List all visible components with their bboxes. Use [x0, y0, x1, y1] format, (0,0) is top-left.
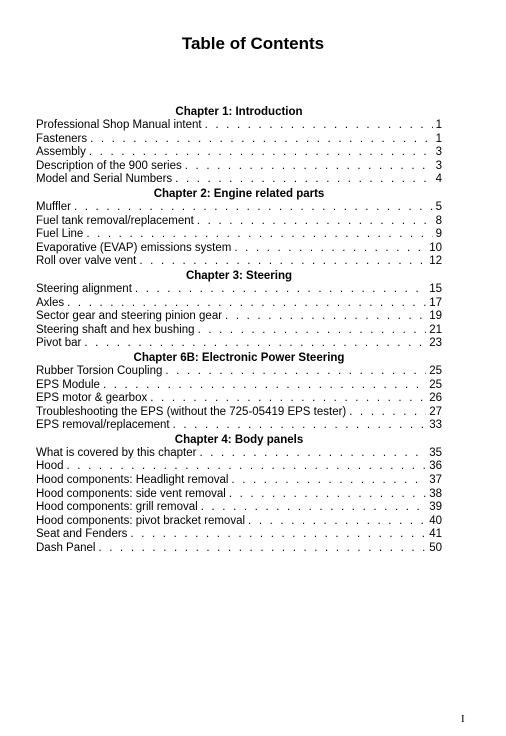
toc-entry-page: 5	[435, 200, 442, 213]
toc-entry[interactable]	[36, 337, 442, 351]
toc-entry-page: 36	[429, 460, 442, 473]
toc-entry-label: Hood components: grill removal	[36, 501, 198, 514]
toc-entry[interactable]	[36, 310, 442, 324]
toc-entry-label: What is covered by this chapter	[36, 446, 197, 459]
dot-leader	[135, 283, 426, 297]
toc-entry-label: Pivot bar	[36, 337, 82, 350]
toc-entry-page: 15	[429, 282, 442, 295]
toc-entry[interactable]	[36, 228, 442, 242]
chapter-heading: Chapter 4: Body panels	[174, 433, 304, 446]
toc-entry-label: Hood components: pivot bracket removal	[36, 514, 246, 527]
dot-leader	[150, 392, 426, 406]
dot-leader	[74, 201, 433, 215]
toc-entry-label: Hood	[36, 460, 64, 473]
toc-entry-page: 21	[429, 323, 442, 336]
toc-entry[interactable]	[36, 255, 442, 269]
toc-entry[interactable]	[36, 242, 442, 256]
toc-entry-page: 17	[429, 296, 442, 309]
toc-entry-label: Steering shaft and hex bushing	[36, 323, 195, 336]
toc-entry[interactable]	[36, 488, 442, 502]
toc-entry-page: 38	[429, 487, 442, 500]
dot-leader	[205, 119, 433, 133]
toc-entry[interactable]	[36, 365, 442, 379]
toc-entry-page: 4	[435, 173, 442, 186]
dot-leader	[130, 528, 426, 542]
toc-entry[interactable]	[36, 419, 442, 433]
dot-leader	[165, 365, 426, 379]
toc-entry-label: Roll over valve vent	[36, 255, 137, 268]
toc-entry-page: 33	[429, 419, 442, 432]
toc-entry[interactable]	[36, 501, 442, 515]
page-number: I	[461, 713, 465, 725]
toc-entry-label: Fasteners	[36, 132, 88, 145]
toc-entry-page: 39	[429, 501, 442, 514]
dot-leader	[201, 501, 426, 515]
toc-entry-label: EPS motor & gearbox	[36, 392, 148, 405]
dot-leader	[139, 255, 426, 269]
dot-leader	[349, 406, 426, 420]
dot-leader	[98, 542, 426, 556]
page-title: Table of Contents	[181, 34, 325, 53]
dot-leader	[86, 228, 432, 242]
dot-leader	[103, 379, 426, 393]
toc-entry-page: 37	[429, 474, 442, 487]
toc-entry-page: 25	[429, 364, 442, 377]
dot-leader	[199, 447, 426, 461]
toc-entry-page: 26	[429, 392, 442, 405]
toc-entry-page: 25	[429, 378, 442, 391]
toc-entry-label: Steering alignment	[36, 282, 132, 295]
toc-entry-page: 40	[429, 514, 442, 527]
toc-entry-label: Description of the 900 series	[36, 159, 182, 172]
toc-entry-label: Troubleshooting the EPS (without the 725-05419 EPS tester)	[36, 405, 347, 418]
toc-entry[interactable]	[36, 460, 442, 474]
toc-entry[interactable]	[36, 146, 442, 160]
dot-leader	[229, 488, 426, 502]
dot-leader	[225, 310, 426, 324]
toc-entry-page: 3	[435, 146, 442, 159]
toc-entry[interactable]	[36, 297, 442, 311]
toc-entry-page: 12	[429, 255, 442, 268]
dot-leader	[248, 515, 426, 529]
toc-entry-label: Evaporative (EVAP) emissions system	[36, 241, 232, 254]
dot-leader	[197, 215, 433, 229]
toc-entry-label: Fuel tank removal/replacement	[36, 214, 194, 227]
toc-entry-page: 9	[435, 228, 442, 241]
toc-entry[interactable]	[36, 474, 442, 488]
table-of-contents	[36, 105, 442, 556]
toc-entry[interactable]	[36, 447, 442, 461]
dot-leader	[185, 160, 433, 174]
chapter-heading: Chapter 6B: Electronic Power Steering	[133, 351, 345, 364]
toc-entry-page: 27	[429, 405, 442, 418]
toc-entry-label: Hood components: Headlight removal	[36, 474, 229, 487]
toc-entry[interactable]	[36, 324, 442, 338]
toc-entry-label: Hood components: side vent removal	[36, 487, 226, 500]
toc-entry[interactable]	[36, 283, 442, 297]
toc-entry-page: 41	[429, 528, 442, 541]
toc-entry[interactable]	[36, 119, 442, 133]
toc-entry-page: 3	[435, 159, 442, 172]
dot-leader	[84, 337, 426, 351]
toc-entry-label: EPS removal/replacement	[36, 419, 170, 432]
chapter-heading: Chapter 2: Engine related parts	[153, 187, 325, 200]
dot-leader	[198, 324, 427, 338]
toc-entry[interactable]	[36, 379, 442, 393]
dot-leader	[173, 419, 427, 433]
toc-entry-label: Muffler	[36, 200, 71, 213]
toc-entry-label: Axles	[36, 296, 65, 309]
dot-leader	[89, 146, 433, 160]
toc-entry[interactable]	[36, 215, 442, 229]
toc-entry-label: Sector gear and steering pinion gear	[36, 310, 223, 323]
toc-entry-page: 1	[435, 132, 442, 145]
toc-entry-label: Rubber Torsion Coupling	[36, 364, 163, 377]
toc-entry[interactable]	[36, 160, 442, 174]
toc-entry-label: Model and Serial Numbers	[36, 173, 173, 186]
toc-entry[interactable]	[36, 515, 442, 529]
toc-entry-label: Seat and Fenders	[36, 528, 128, 541]
toc-entry-label: EPS Module	[36, 378, 100, 391]
dot-leader	[67, 297, 426, 311]
toc-entry-page: 35	[429, 446, 442, 459]
toc-entry-page: 8	[435, 214, 442, 227]
chapter-heading: Chapter 3: Steering	[185, 269, 293, 282]
dot-leader	[175, 173, 432, 187]
toc-entry-page: 1	[435, 119, 442, 131]
toc-entry[interactable]	[36, 133, 442, 147]
toc-entry-label: Assembly	[36, 146, 86, 159]
toc-entry[interactable]	[36, 528, 442, 542]
toc-entry-page: 50	[429, 542, 442, 555]
toc-entry-label: Fuel Line	[36, 228, 84, 241]
toc-entry[interactable]	[36, 406, 442, 420]
toc-entry-page: 10	[429, 241, 442, 254]
toc-entry[interactable]	[36, 173, 442, 187]
dot-leader	[234, 242, 426, 256]
dot-leader	[90, 133, 432, 147]
toc-entry-page: 19	[429, 310, 442, 323]
chapter-heading: Chapter 1: Introduction	[175, 106, 303, 118]
toc-entry[interactable]	[36, 542, 442, 556]
toc-entry-page: 23	[429, 337, 442, 350]
toc-entry[interactable]	[36, 392, 442, 406]
toc-entry-label: Dash Panel	[36, 542, 96, 555]
dot-leader	[231, 474, 426, 488]
dot-leader	[67, 460, 427, 474]
toc-entry[interactable]	[36, 201, 442, 215]
toc-entry-label: Professional Shop Manual intent	[36, 119, 202, 131]
